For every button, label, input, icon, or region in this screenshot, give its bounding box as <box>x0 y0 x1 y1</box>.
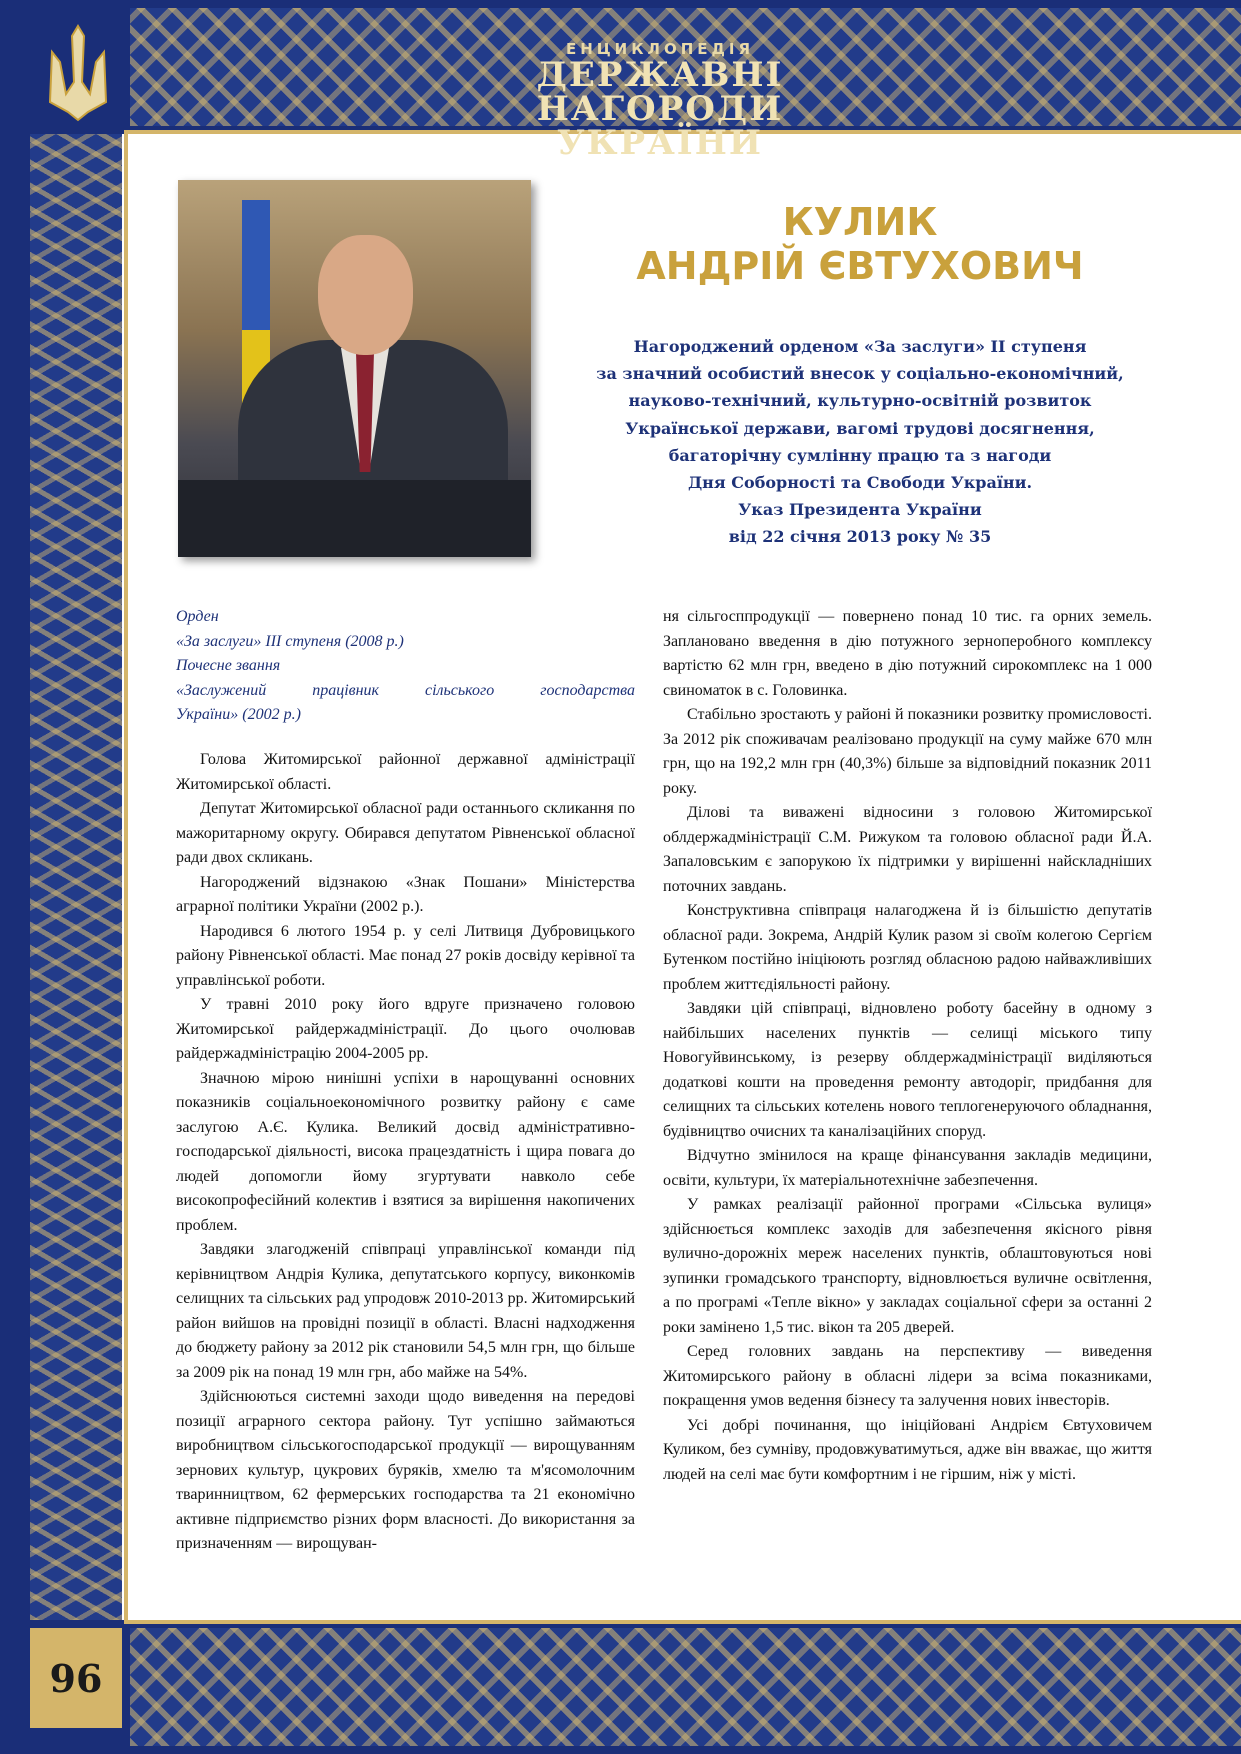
award-statement <box>560 333 1160 551</box>
portrait-photo <box>178 180 531 557</box>
desk <box>178 480 531 557</box>
paragraph: Народився 6 лютого 1954 р. у селі Литвиця Дубровицького району Рівненської області. Має понад 27 років досвіду керівної та управлінської роботи. <box>176 922 635 989</box>
honors-block <box>176 605 635 728</box>
person-surname: КУЛИК <box>782 200 938 244</box>
award-line: за значний особистий внесок у соціально-економічний, <box>596 364 1124 384</box>
honors-line: «Заслужений працівник сільського господарства <box>176 681 635 699</box>
award-line: науково-технічний, культурно-освітній розвиток <box>628 391 1092 411</box>
paragraph: Усі добрі починання, що ініційовані Андрієм Євтуховичем Куликом, без сумніву, продовжуватимуться, адже він вважає, що життя людей на селі має бути комфортним і не гіршим, ніж у місті. <box>663 1416 1152 1483</box>
left-floral-ornament <box>30 134 122 1620</box>
award-line: від 22 січня 2013 року № 35 <box>728 527 992 547</box>
honors-line: «За заслуги» ІІІ ступеня (2008 р.) <box>176 632 404 650</box>
person-given-name: АНДРІЙ ЄВТУХОВИЧ <box>636 244 1084 288</box>
award-line: Дня Соборності та Свободи України. <box>687 473 1033 493</box>
gold-divider-vertical <box>124 134 128 1620</box>
paragraph: Нагороджений відзнакою «Знак Пошани» Міністерства аграрної політики України (2002 р.). <box>176 873 635 915</box>
page-number: 96 <box>49 1655 103 1701</box>
bottom-floral-ornament <box>130 1628 1241 1746</box>
paragraph: У рамках реалізації районної програми «Сільська вулиця» здійснюється комплекс заходів для забезпечення якісного рівня вулично-дорожніх мереж населених пунктів, облаштовуються нові зупинки громадського транспорту, відновлюється вуличне освітлення, а по програмі «Тепле вікно» у закладах соціальної сфери за останні 2 роки замінено 1,5 тис. вікон та 205 дверей. <box>663 1196 1152 1336</box>
paragraph: Здійснюються системні заходи щодо виведення на передові позиції аграрного сектора району. Тут успішно займаються виробництвом сільськогосподарської продукції — вирощуванням зернових культур, цукрових буряків, хмелю та м'ясомолочним тваринництвом, 62 фермерських господарства та 21 економічно активне підприємство різних форм власності. До використання за призначенням — вирощуван- <box>176 1388 635 1552</box>
paragraph: У травні 2010 року його вдруге призначено головою Житомирської райдержадміністрації. До цього очолював райдержадміністрацію 2004-2005 рр. <box>176 996 635 1062</box>
paragraph: Завдяки цій співпраці, відновлено роботу басейну в одному з найбільших населених пунктів — селищі міського типу Новогуйвинському, із резерву облдержадміністрації виділяються додаткові кошти на проведення ремонту автодоріг, придбання для селищних та сільських котелень нового теплогенеруючого обладнання, будівництво очисних та каналізаційних споруд. <box>663 1000 1152 1140</box>
paragraph: Конструктивна співпраця налагоджена й із більшістю депутатів обласної ради. Зокрема, Андрій Кулик разом зі своїм колегою Сергієм Бутенком постійно ініціюють розгляд обласною радою найважливіших проблем життєдіяльності району. <box>663 902 1152 993</box>
paragraph: Відчутно змінилося на краще фінансування закладів медицини, освіти, культури, їх матеріальнотехнічне забезпечення. <box>663 1147 1152 1189</box>
paragraph: Депутат Житомирської обласної ради останнього скликання по мажоритарному округу. Обирався депутатом Рівненської обласної ради двох скликань. <box>176 800 635 866</box>
flag-blue-stripe <box>242 200 270 330</box>
paragraph: Стабільно зростають у районі й показники розвитку промисловості. За 2012 рік споживачам реалізовано продукції на суму майже 670 млн грн, що на 192,2 млн грн (40,3%) більше за відповідний показник 2011 року. <box>663 706 1152 797</box>
award-line: Української держави, вагомі трудові досягнення, <box>625 418 1095 438</box>
header-title-line2: УКРАЇНИ <box>557 123 763 163</box>
award-line: Нагороджений орденом «За заслуги» ІІ ступеня <box>633 337 1087 356</box>
trident-icon <box>44 22 112 122</box>
person-name <box>560 200 1160 288</box>
honors-line: Почесне звання <box>176 657 281 674</box>
header-title-line1: ДЕРЖАВНІ НАГОРОДИ <box>536 55 784 129</box>
paragraph: Значною мірою нинішні успіхи в нарощуванні основних показників соціальноекономічного розвитку району є саме заслугою А.Є. Кулика. Великий досвід адміністративно-господарської діяльності, висока працездатність і щира повага до людей допомогли йому згуртувати навколо себе високопрофесійний колектив і взятися за вирішення накопичених проблем. <box>176 1069 635 1234</box>
honors-line: України» (2002 р.) <box>176 706 301 723</box>
paragraph-continued: ня сільгосппродукції — повернено понад 10 тис. га орних земель. Заплановано введення в дію потужного зерноперобного комплексу вартістю 62 млн грн, введено в дію потужний сирокомплекс на 1 000 свиноматок в с. Головинка. <box>663 608 1152 699</box>
paragraph: Ділові та виважені відносини з головою Житомирської облдержадміністрації С.М. Рижуком та головою обласної ради Й.А. Запаловським є запорукою їх підтримки у вирішенні найскладніших поточних завдань. <box>663 804 1152 895</box>
paragraph: Завдяки злагодженій співпраці управлінської команди під керівництвом Андрія Кулика, депутатського корпусу, виконкомів селищних та сільських рад упродовж 2010-2013 рр. Житомирський район вийшов на провідні позиції в області. Власні надходження до бюджету району за 2012 рік становили 54,5 млн грн, що більше за 2009 рік на понад 19 млн грн, або майже на 54%. <box>176 1241 635 1381</box>
paragraph: Серед головних завдань на перспективу — виведення Житомирського району в обласні лідери за всіма показниками, покращення умов ведення бізнесу та залучення нових інвесторів. <box>663 1343 1152 1409</box>
right-text-column <box>663 605 1152 1487</box>
honors-line: Орден <box>176 608 219 625</box>
award-line: Указ Президента України <box>738 500 982 520</box>
left-text-column <box>176 748 635 1557</box>
head <box>318 235 413 355</box>
gold-divider-bottom <box>124 1620 1241 1624</box>
award-line: багаторічну сумлінну працю та з нагоди <box>668 445 1052 465</box>
header-subtitle: ЕНЦИКЛОПЕДІЯ <box>565 40 755 58</box>
paragraph: Голова Житомирської районної державної адміністрації Житомирської області. <box>176 751 635 793</box>
encyclopedia-header <box>520 40 800 163</box>
page-number-badge <box>30 1628 122 1728</box>
